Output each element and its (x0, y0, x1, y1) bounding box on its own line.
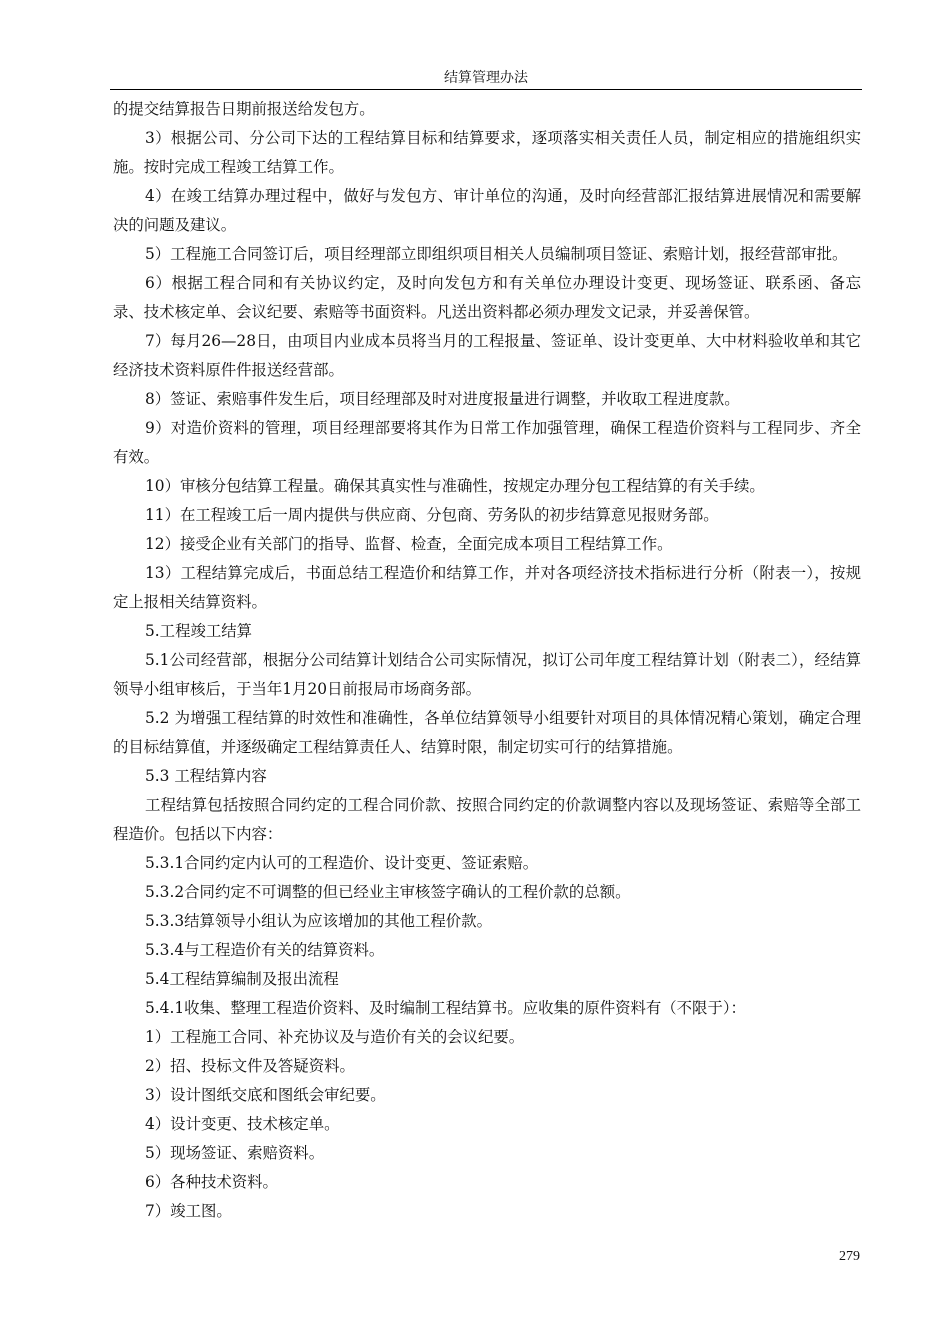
document-body (113, 95, 861, 1226)
paragraph: 3）根据公司、分公司下达的工程结算目标和结算要求，逐项落实相关责任人员，制定相应的措施组织实施。按时完成工程竣工结算工作。 (113, 129, 861, 176)
paragraph: 5.4.1收集、整理工程造价资料、及时编制工程结算书。应收集的原件资料有（不限于）： (145, 999, 746, 1017)
paragraph: 5.3.4与工程造价有关的结算资料。 (145, 941, 385, 959)
section-heading: 5.工程竣工结算 (145, 622, 253, 640)
paragraph: 12）接受企业有关部门的指导、监督、检查，全面完成本项目工程结算工作。 (145, 535, 673, 553)
paragraph: 11）在工程竣工后一周内提供与供应商、分包商、劳务队的初步结算意见报财务部。 (145, 506, 719, 524)
paragraph: 13）工程结算完成后，书面总结工程造价和结算工作，并对各项经济技术指标进行分析（附表一），按规定上报相关结算资料。 (113, 564, 861, 611)
paragraph: 5）工程施工合同签订后，项目经理部立即组织项目相关人员编制项目签证、索赔计划，报经营部审批。 (145, 245, 848, 263)
section-heading: 5.3 工程结算内容 (145, 767, 267, 785)
paragraph: 5.3.3结算领导小组认为应该增加的其他工程价款。 (145, 912, 492, 930)
paragraph: 5.3.1合同约定内认可的工程造价、设计变更、签证索赔。 (145, 854, 539, 872)
list-item: 2）招、投标文件及答疑资料。 (145, 1057, 355, 1075)
list-item: 5）现场签证、索赔资料。 (145, 1144, 325, 1162)
header-divider (110, 89, 862, 90)
page-header-title: 结算管理办法 (444, 70, 528, 86)
paragraph: 7）每月26—28日，由项目内业成本员将当月的工程报量、签证单、设计变更单、大中材料验收单和其它经济技术资料原件件报送经营部。 (113, 332, 861, 379)
paragraph: 10）审核分包结算工程量。确保其真实性与准确性，按规定办理分包工程结算的有关手续。 (145, 477, 765, 495)
paragraph: 6）根据工程合同和有关协议约定，及时向发包方和有关单位办理设计变更、现场签证、联系函、备忘录、技术核定单、会议纪要、索赔等书面资料。凡送出资料都必须办理发文记录，并妥善保管。 (113, 274, 861, 321)
list-item: 4）设计变更、技术核定单。 (145, 1115, 340, 1133)
paragraph: 工程结算包括按照合同约定的工程合同价款、按照合同约定的价款调整内容以及现场签证、索赔等全部工程造价。包括以下内容： (113, 796, 861, 843)
paragraph: 5.2 为增强工程结算的时效性和准确性，各单位结算领导小组要针对项目的具体情况精心策划，确定合理的目标结算值，并逐级确定工程结算责任人、结算时限，制定切实可行的结算措施。 (113, 709, 861, 756)
section-heading: 5.4工程结算编制及报出流程 (145, 970, 339, 988)
paragraph: 4）在竣工结算办理过程中，做好与发包方、审计单位的沟通，及时向经营部汇报结算进展情况和需要解决的问题及建议。 (113, 187, 861, 234)
list-item: 6）各种技术资料。 (145, 1173, 278, 1191)
list-item: 3）设计图纸交底和图纸会审纪要。 (145, 1086, 386, 1104)
list-item: 7）竣工图。 (145, 1202, 232, 1220)
paragraph: 的提交结算报告日期前报送给发包方。 (113, 100, 375, 118)
paragraph: 9）对造价资料的管理，项目经理部要将其作为日常工作加强管理，确保工程造价资料与工程同步、齐全有效。 (113, 419, 861, 466)
list-item: 1）工程施工合同、补充协议及与造价有关的会议纪要。 (145, 1028, 525, 1046)
paragraph: 5.1公司经营部，根据分公司结算计划结合公司实际情况，拟订公司年度工程结算计划（附表二），经结算领导小组审核后，于当年1月20日前报局市场商务部。 (113, 651, 861, 698)
paragraph: 8）签证、索赔事件发生后，项目经理部及时对进度报量进行调整，并收取工程进度款。 (145, 390, 740, 408)
paragraph: 5.3.2合同约定不可调整的但已经业主审核签字确认的工程价款的总额。 (145, 883, 631, 901)
page-number: 279 (839, 1249, 860, 1264)
